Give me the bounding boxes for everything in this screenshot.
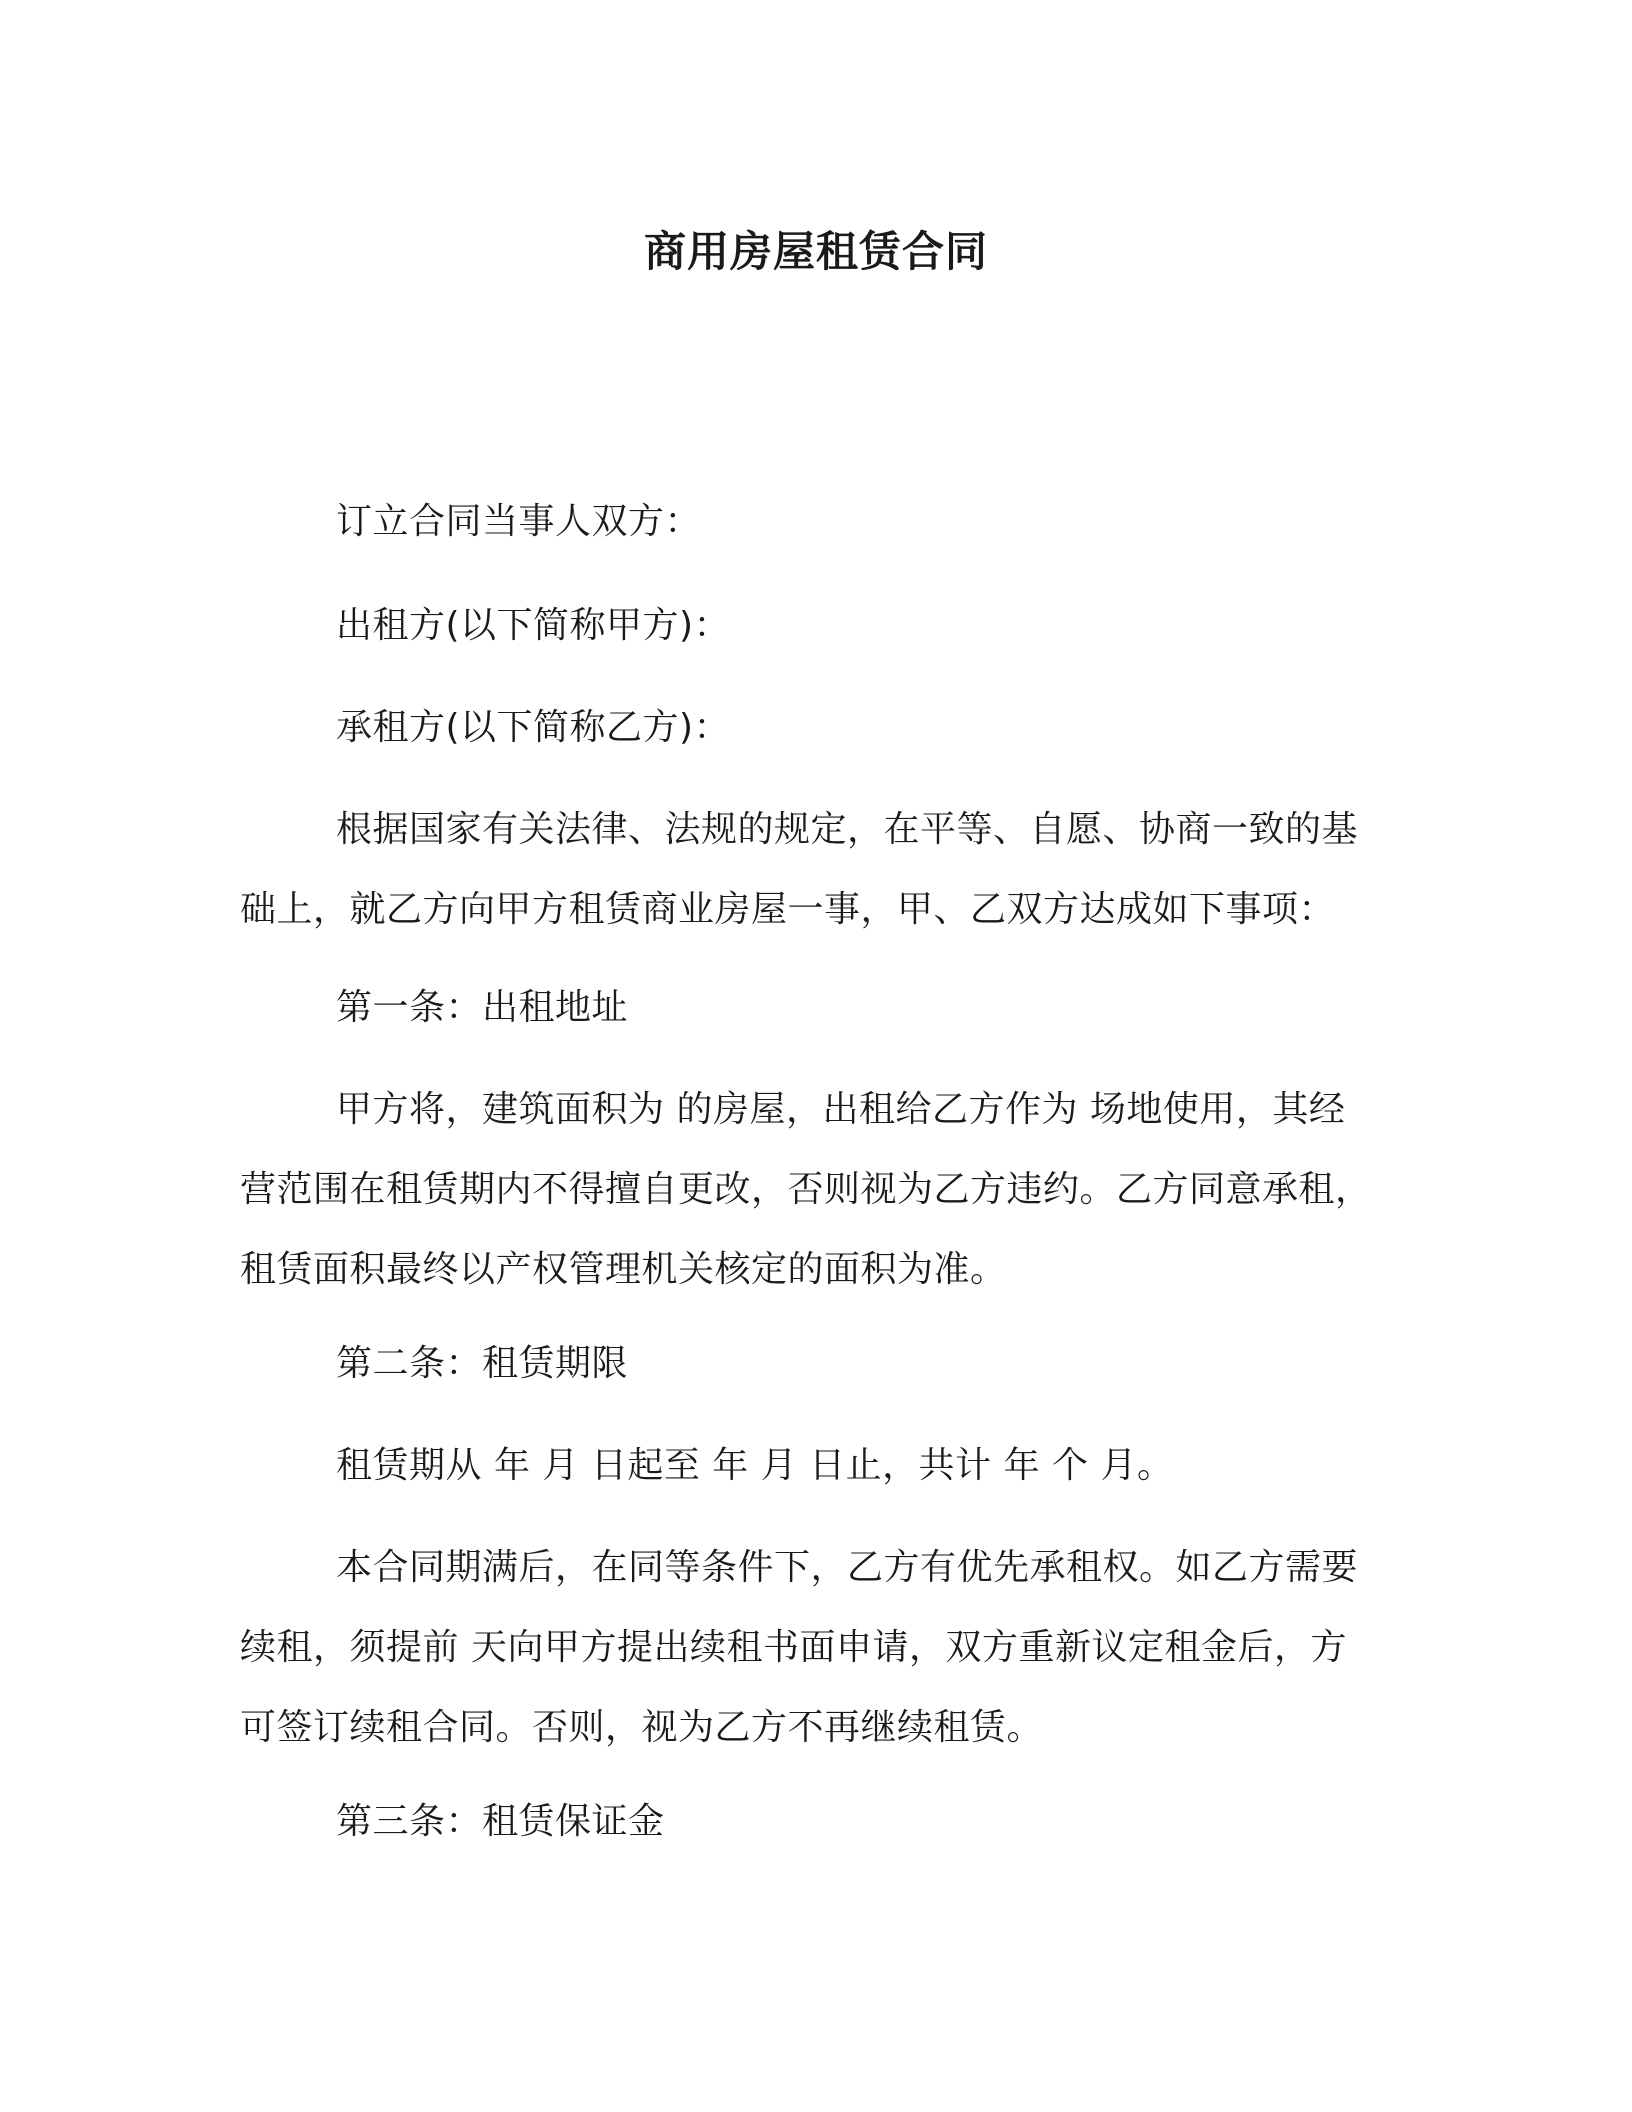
article-2-heading: 第二条：租赁期限 bbox=[336, 1343, 629, 1384]
document-title: 商用房屋租赁合同 bbox=[643, 227, 988, 276]
parties-intro: 订立合同当事人双方： bbox=[336, 501, 702, 542]
article-3-heading: 第三条：租赁保证金 bbox=[336, 1801, 665, 1842]
article-1-body: 甲方将，建筑面积为 的房屋，出租给乙方作为 场地使用，其经营范围在租赁期内不得擅自更改，否则视为乙方违约。乙方同意承租，租赁面积最终以产权管理机关核定的面积为准。 bbox=[240, 1089, 1372, 1290]
lease-term-line: 租赁期从 年 月 日起至 年 月 日止，共计 年 个 月。 bbox=[336, 1445, 1174, 1486]
lessor-line: 出租方(以下简称甲方)： bbox=[336, 605, 731, 646]
lessee-line: 承租方(以下简称乙方)： bbox=[336, 707, 731, 748]
article-1-heading: 第一条：出租地址 bbox=[336, 987, 629, 1028]
preamble-paragraph: 根据国家有关法律、法规的规定，在平等、自愿、协商一致的基础上，就乙方向甲方租赁商业房屋一事，甲、乙双方达成如下事项： bbox=[240, 809, 1359, 930]
renewal-paragraph: 本合同期满后，在同等条件下，乙方有优先承租权。如乙方需要续租，须提前 天向甲方提出续租书面申请，双方重新议定租金后，方可签订续租合同。否则，视为乙方不再继续租赁。 bbox=[240, 1547, 1359, 1748]
